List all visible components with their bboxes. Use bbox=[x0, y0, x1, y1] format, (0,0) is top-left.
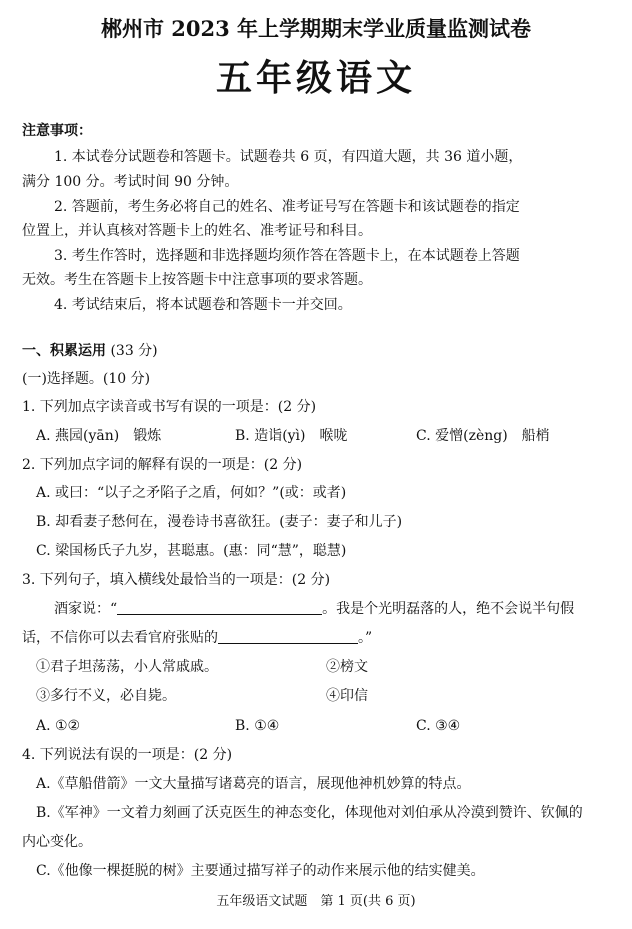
notice-line-6: 无效。考生在答题卡上按答题卡中注意事项的要求答题。 bbox=[22, 272, 372, 288]
q4-option-a: A.《草船借箭》一文大量描写诸葛亮的语言，展现他神机妙算的特点。 bbox=[36, 776, 471, 792]
q3-choice-4: ④印信 bbox=[326, 688, 368, 704]
q1-option-b: B. 造诣(yì) 喉咙 bbox=[235, 428, 348, 444]
q3-line2-start: 话，不信你可以去看官府张贴的 bbox=[22, 630, 218, 646]
q3-option-c: C. ③④ bbox=[416, 718, 461, 734]
q3-line2-end: 。” bbox=[358, 630, 373, 646]
q3-option-b: B. ①④ bbox=[235, 718, 280, 734]
q3-choice-2: ②榜文 bbox=[326, 659, 368, 675]
q3-choice-1: ①君子坦荡荡，小人常戚戚。 bbox=[36, 659, 218, 675]
exam-subject-title: 五年级语文 bbox=[215, 57, 416, 99]
section-heading bbox=[22, 342, 158, 360]
page-footer: 五年级语文试题 第 1 页(共 6 页) bbox=[216, 894, 416, 909]
q1-option-c: C. 爱憎(zèng) 船梢 bbox=[416, 428, 550, 444]
notice-line-1: 1. 本试卷分试题卷和答题卡。试题卷共 6 页，有四道大题，共 36 道小题， bbox=[54, 149, 523, 165]
notice-heading: 注意事项： bbox=[22, 123, 92, 139]
notice-line-2: 满分 100 分。考试时间 90 分钟。 bbox=[22, 174, 239, 190]
q3-blank-1 bbox=[117, 600, 322, 615]
notice-line-4: 位置上，并认真核对答题卡上的姓名、准考证号和科目。 bbox=[22, 223, 372, 239]
q3-stem: 3. 下列句子，填入横线处最恰当的一项是：(2 分) bbox=[22, 572, 331, 588]
q2-option-c: C. 梁国杨氏子九岁，甚聪惠。(惠：同“慧”，聪慧) bbox=[36, 543, 347, 559]
q4-option-b-line-1: B.《军神》一文着力刻画了沃克医生的神态变化，体现他对刘伯承从冷漠到赞许、钦佩的 bbox=[36, 805, 583, 821]
q3-passage-line-1 bbox=[54, 600, 574, 618]
q3-choice-3: ③多行不义，必自毙。 bbox=[36, 688, 176, 704]
q1-stem: 1. 下列加点字读音或书写有误的一项是：(2 分) bbox=[22, 399, 317, 415]
q1-option-a: A. 燕园(yān) 锻炼 bbox=[36, 428, 162, 444]
q3-line1-start: 酒家说：“ bbox=[54, 601, 118, 617]
q4-stem: 4. 下列说法有误的一项是：(2 分) bbox=[22, 747, 233, 763]
notice-line-7: 4. 考试结束后，将本试题卷和答题卡一并交回。 bbox=[54, 297, 352, 313]
q2-stem: 2. 下列加点字词的解释有误的一项是：(2 分) bbox=[22, 457, 303, 473]
q3-option-a: A. ①② bbox=[36, 718, 81, 734]
q3-line1-end: 。我是个光明磊落的人，绝不会说半句假 bbox=[322, 601, 575, 617]
q4-option-c: C.《他像一棵挺脱的树》主要通过描写祥子的动作来展示他的结实健美。 bbox=[36, 863, 485, 879]
subsection-heading: (一)选择题。(10 分) bbox=[22, 371, 151, 387]
q3-passage-line-2 bbox=[22, 629, 372, 647]
notice-line-3: 2. 答题前，考生务必将自己的姓名、准考证号写在答题卡和该试题卷的指定 bbox=[54, 199, 520, 215]
notice-line-5: 3. 考生作答时，选择题和非选择题均须作答在答题卡上，在本试题卷上答题 bbox=[54, 248, 520, 264]
q4-option-b-line-2: 内心变化。 bbox=[22, 834, 92, 850]
section-score: (33 分) bbox=[110, 343, 158, 359]
q2-option-b: B. 却看妻子愁何在，漫卷诗书喜欲狂。(妻子：妻子和儿子) bbox=[36, 514, 403, 530]
q3-blank-2 bbox=[218, 629, 358, 644]
q2-option-a: A. 或曰：“以子之矛陷子之盾，何如？”(或：或者) bbox=[36, 485, 347, 501]
exam-title: 郴州市 2023 年上学期期末学业质量监测试卷 bbox=[100, 16, 532, 41]
section-title: 一、积累运用 bbox=[22, 343, 106, 359]
